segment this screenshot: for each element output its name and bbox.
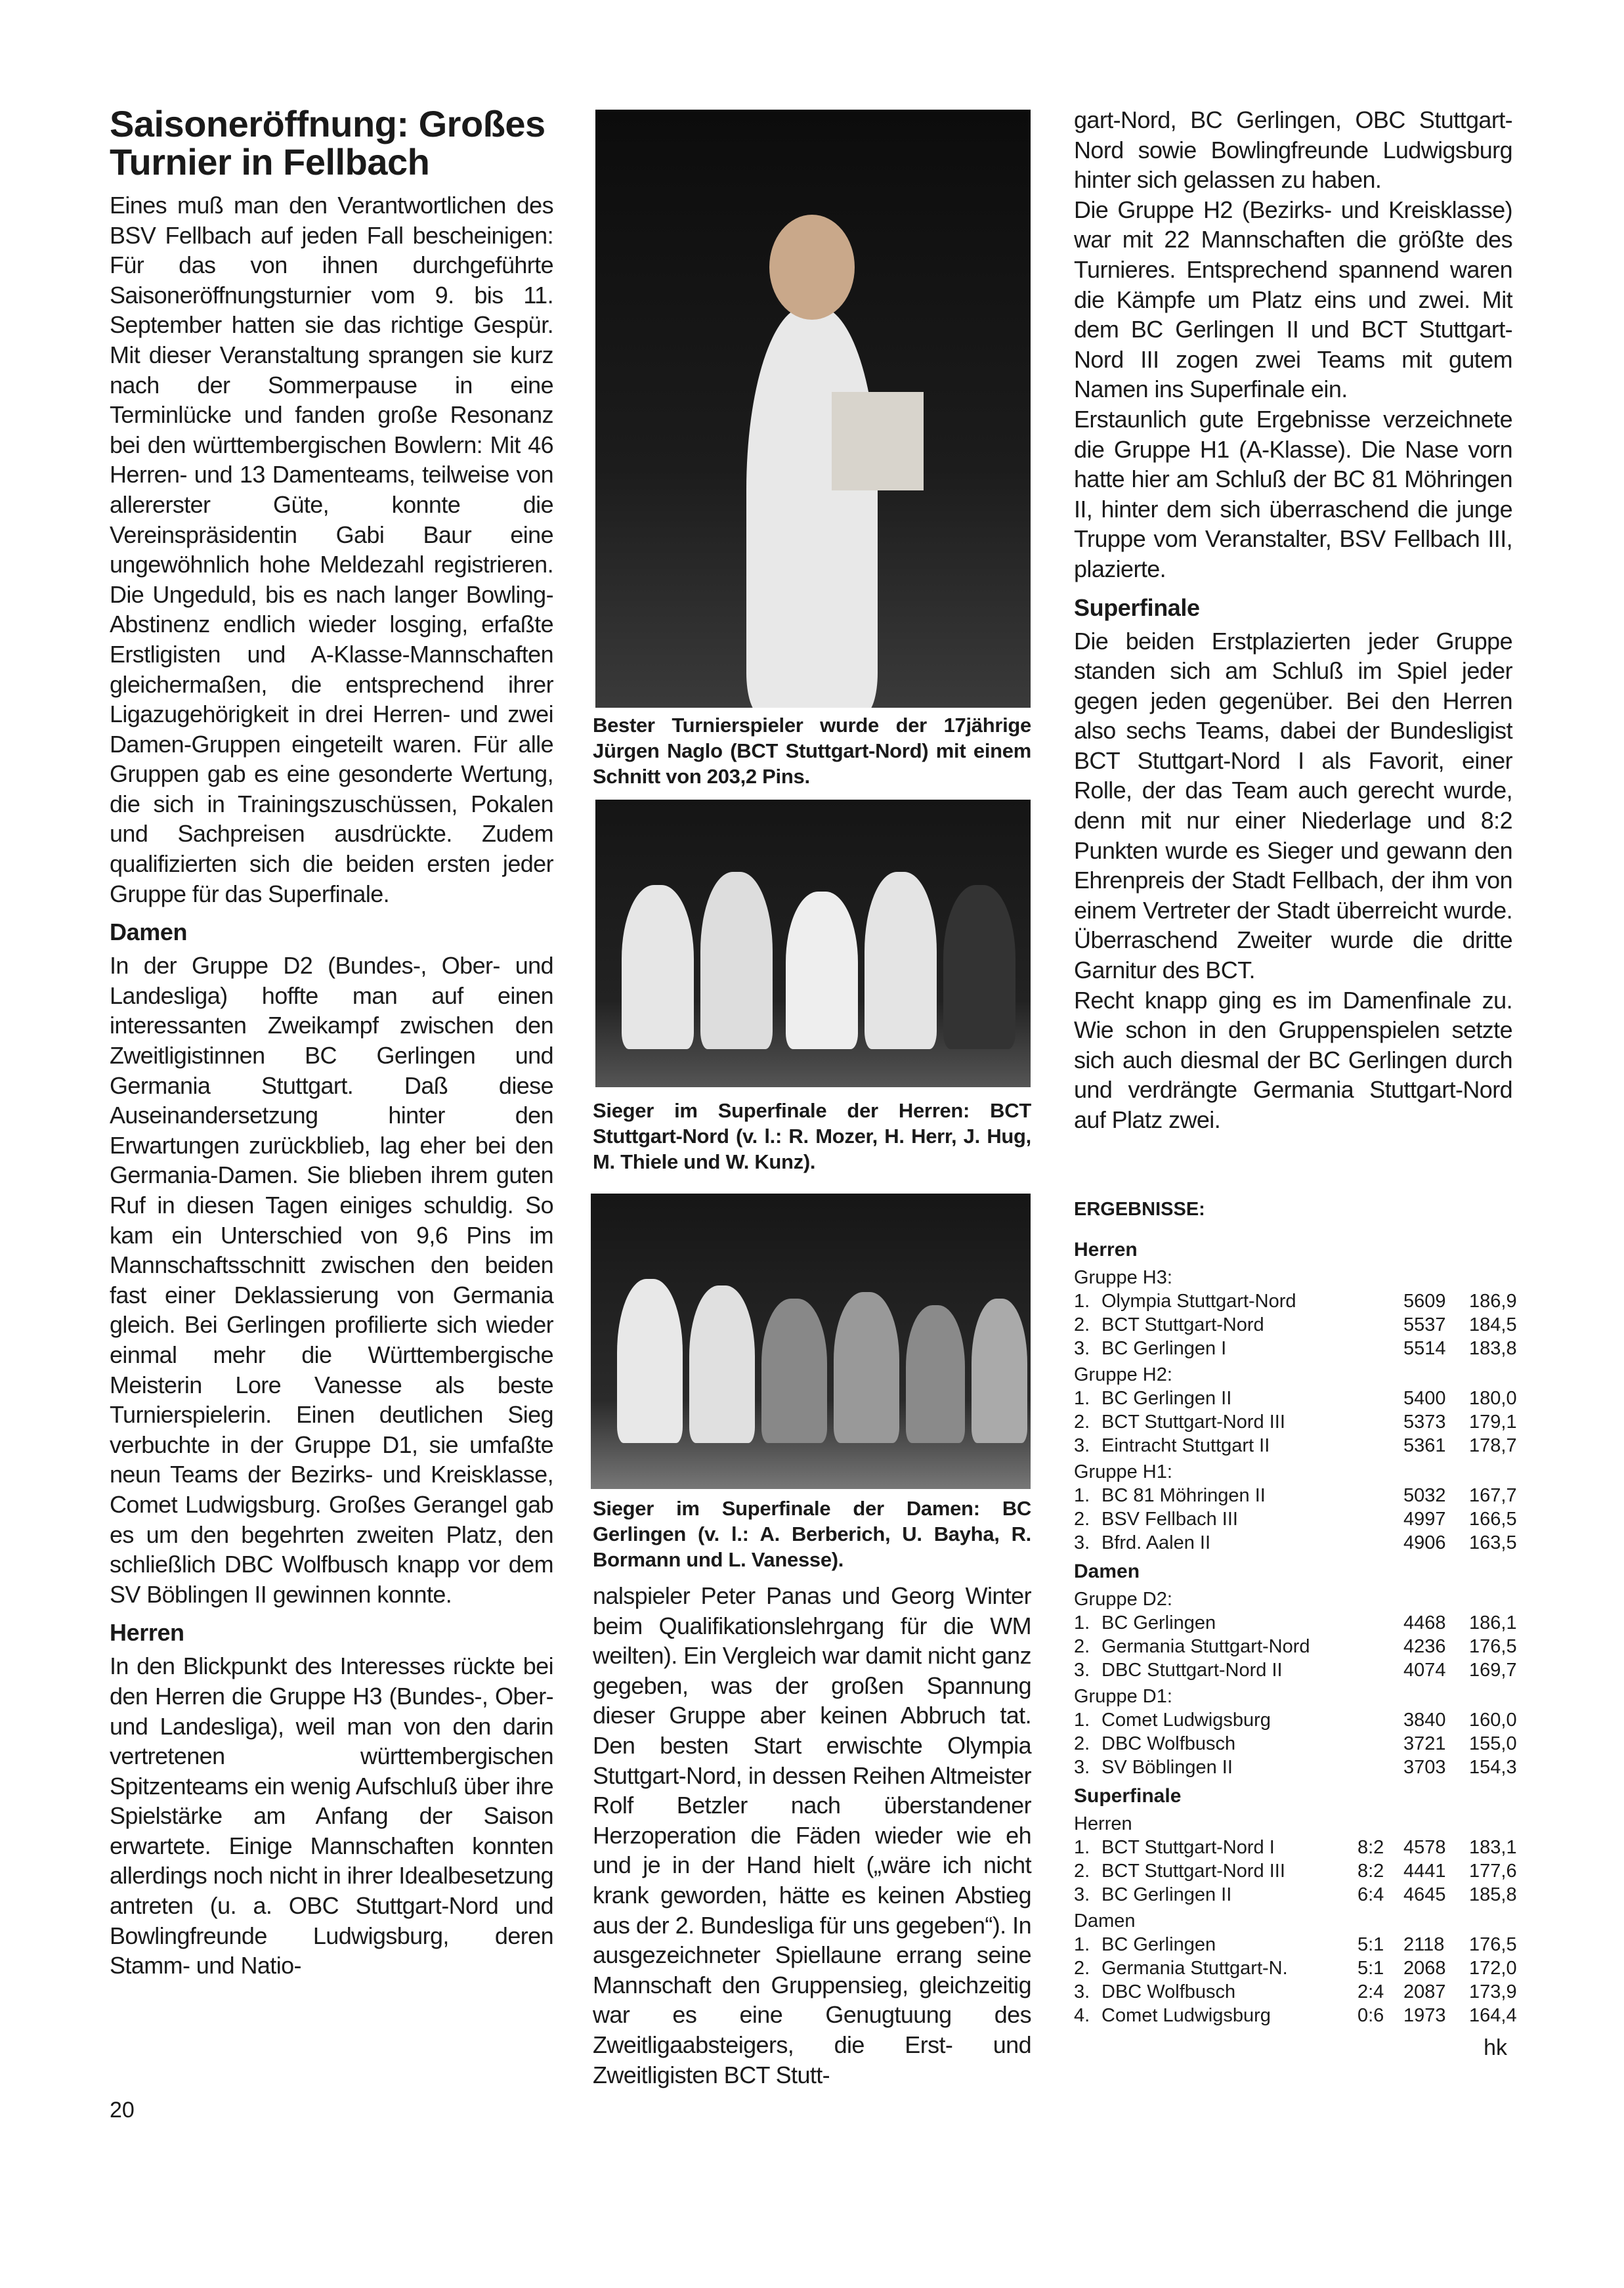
results-pts: 5:1 (1357, 1934, 1384, 1955)
results-avg: 176,5 (1469, 1636, 1517, 1657)
results-pts: 5:1 (1357, 1958, 1384, 1979)
results-pts (1357, 1732, 1403, 1756)
results-pins: 4997 (1403, 1509, 1446, 1530)
results-avg: 173,9 (1469, 1981, 1517, 2002)
results-avg: 186,9 (1469, 1291, 1517, 1312)
results-rank: 2. (1074, 1861, 1090, 1882)
results-group-label: Herren (1074, 1813, 1132, 1834)
results-pts (1357, 1708, 1403, 1732)
results-pins: 4906 (1403, 1532, 1446, 1553)
results-row (1074, 1756, 1520, 1779)
paragraph: In den Blickpunkt des Interesses rückte bei den Herren die Gruppe H3 (Bundes-, Ober- und Landesliga), weil man von den darin vertretenen württembergischen Spitzenteams ein wenig Aufschluß über ihre Spielstärke am Anfang der Saison erwartete. Einige Mannschaften konnten allerdings noch nicht in ihrer Idealbesetzung antreten (u. a. OBC Stuttgart-Nord und Bowlingfreunde Ludwigsburg, deren Stamm- und Natio- (110, 1652, 553, 1979)
results-avg: 164,4 (1469, 2005, 1517, 2026)
results-row (1074, 1732, 1520, 1756)
results-rank: 2. (1074, 1733, 1090, 1754)
results-avg: 178,7 (1469, 1435, 1517, 1456)
results-rank: 1. (1074, 1291, 1090, 1312)
results-row (1074, 1956, 1520, 1980)
results-rank: 1. (1074, 1837, 1090, 1858)
results-pts (1357, 1635, 1403, 1658)
results-box (1074, 1196, 1520, 2064)
paragraph: Erstaunlich gute Ergebnisse verzeichnete die Gruppe H1 (A-Klasse). Die Nase vorn hatte hier am Schluß der BC 81 Möhringen II, hinter dem sich überraschend die junge Truppe vom Veranstalter, BSV Fellbach III, plazierte. (1074, 405, 1512, 582)
photo-juergen-naglo (595, 110, 1031, 708)
person (786, 892, 858, 1049)
results-rank: 3. (1074, 1884, 1090, 1905)
results-avg: 179,1 (1469, 1412, 1517, 1433)
results-avg: 160,0 (1469, 1710, 1517, 1731)
results-pins: 4578 (1403, 1837, 1446, 1858)
results-pts: 8:2 (1357, 1837, 1384, 1858)
results-row (1074, 1708, 1520, 1732)
section-heading: Superfinale (1074, 594, 1200, 621)
results-team: Germania Stuttgart-N. (1101, 1958, 1288, 1979)
results-avg: 176,5 (1469, 1934, 1517, 1955)
results-rank: 2. (1074, 1314, 1090, 1335)
person (689, 1285, 755, 1443)
results-title: ERGEBNISSE: (1074, 1199, 1205, 1220)
results-row (1074, 1289, 1520, 1313)
person (761, 1299, 827, 1443)
results-pins: 4236 (1403, 1636, 1446, 1657)
results-group-label: Gruppe H3: (1074, 1267, 1172, 1288)
results-pins: 5537 (1403, 1314, 1446, 1335)
results-pts (1357, 1313, 1403, 1337)
results-rank: 1. (1074, 1485, 1090, 1506)
results-pins: 5514 (1403, 1338, 1446, 1359)
results-rank: 2. (1074, 1509, 1090, 1530)
results-row (1074, 1859, 1520, 1883)
results-row (1074, 1611, 1520, 1635)
results-pts (1357, 1756, 1403, 1779)
page-number: 20 (110, 2098, 135, 2123)
results-rank: 1. (1074, 1934, 1090, 1955)
person (943, 885, 1015, 1049)
results-rank: 2. (1074, 1412, 1090, 1433)
results-team: BCT Stuttgart-Nord III (1101, 1412, 1285, 1433)
results-team: BCT Stuttgart-Nord (1101, 1314, 1264, 1335)
results-rank: 1. (1074, 1710, 1090, 1731)
results-avg: 185,8 (1469, 1884, 1517, 1905)
person (906, 1305, 965, 1443)
results-rank: 3. (1074, 1660, 1090, 1681)
results-avg: 177,6 (1469, 1861, 1517, 1882)
paragraph: Recht knapp ging es im Damenfinale zu. Wie schon in den Gruppenspielen setzte sich auch diesmal der BC Gerlingen durch und verdrängte Germania Stuttgart-Nord auf Platz zwei. (1074, 986, 1512, 1133)
results-row (1074, 1387, 1520, 1410)
results-rank: 3. (1074, 1435, 1090, 1456)
results-group-label: Gruppe H2: (1074, 1364, 1172, 1385)
results-group-label: Gruppe D1: (1074, 1686, 1172, 1707)
results-team: Germania Stuttgart-Nord (1101, 1636, 1310, 1657)
results-avg: 183,1 (1469, 1837, 1517, 1858)
results-team: BC Gerlingen (1101, 1612, 1216, 1633)
article-column-1 (110, 105, 553, 1981)
results-rank: 4. (1074, 2005, 1090, 2026)
results-rank: 3. (1074, 1981, 1090, 2002)
results-avg: 184,5 (1469, 1314, 1517, 1335)
results-pts: 6:4 (1357, 1884, 1384, 1905)
author-initials: hk (1484, 2035, 1507, 2060)
paragraph: Eines muß man den Verantwortlichen des BSV Fellbach auf jeden Fall bescheinigen: Für das von ihnen durchgeführte Saisoneröffnungsturnier vom 9. bis 11. September hatten sie das richtige Gespür. Mit dieser Veranstaltung sprangen sie kurz nach der Sommerpause in eine Terminlücke und fanden große Resonanz bei den württembergischen Bowlern: Mit 46 Herren- und 13 Damenteams, teilweise von allererster Güte, konnte die Vereinspräsidentin Gabi Baur eine ungewöhnlich hohe Meldezahl registrieren. Die Ungeduld, bis es nach langer Bowling-Abstinenz endlich wieder losging, erfaßte Erstligisten und A-Klasse-Mannschaften gleichermaßen, die entsprechend ihrer Ligazugehörigkeit in drei Herren- und zwei Damen-Gruppen eingeteilt waren. Für alle Gruppen gab es eine gesonderte Wertung, die sich in Trainingszuschüssen, Pokalen und Sachpreisen ausdrückte. Zudem qualifizierten sich die beiden ersten jeder Gruppe für das Superfinale. (110, 192, 553, 907)
results-row (1074, 1507, 1520, 1531)
photo-herren-winners (595, 800, 1031, 1087)
section-heading: Herren (110, 1619, 184, 1647)
results-pts (1357, 1658, 1403, 1682)
results-avg: 183,8 (1469, 1338, 1517, 1359)
paragraph: Die Gruppe H2 (Bezirks- und Kreisklasse) war mit 22 Mannschaften die größte des Turnieres. Entsprechend spannend waren die Kämpfe um Platz eins und zwei. Mit dem BC Gerlingen II und BCT Stuttgart-Nord III zogen zwei Teams mit gutem Namen ins Superfinale ein. (1074, 196, 1512, 403)
paragraph: In der Gruppe D2 (Bundes-, Ober- und Landesliga) hoffte man auf einen interessanten Zweikampf zwischen den Zweitligistinnen BC Gerlingen und Germania Stuttgart. Daß diese Auseinandersetzung hinter den Erwartungen zurückblieb, lag eher bei den Germania-Damen. Sie blieben ihrem guten Ruf in diesen Tagen einiges schuldig. So kam ein Unterschied von 9,6 Pins im Mannschaftsschnitt zwischen den beiden fast einer Deklassierung von Germania gleich. Bei Gerlingen profilierte sich wieder einmal mehr die Württembergische Meisterin Lore Vanesse als beste Turnierspielerin. Einen deutlichen Sieg verbuchte in der Gruppe D1, sie umfaßte neun Teams der Bezirks- und Kreisklasse, Comet Ludwigsburg. Großes Gerangel gab es um den begehrten zweiten Platz, den schließlich DBC Wolfbusch knapp vor dem SV Böblingen II gewinnen konnte. (110, 952, 553, 1608)
results-team: DBC Wolfbusch (1101, 1733, 1236, 1754)
results-pts (1357, 1387, 1403, 1410)
results-pts: 8:2 (1357, 1861, 1384, 1882)
results-row (1074, 1883, 1520, 1907)
results-pins: 3840 (1403, 1710, 1446, 1731)
results-rank: 1. (1074, 1612, 1090, 1633)
results-rank: 3. (1074, 1532, 1090, 1553)
results-team: BC Gerlingen I (1101, 1338, 1227, 1359)
results-row (1074, 1313, 1520, 1337)
photo2-caption: Sieger im Superfinale der Herren: BCT Stuttgart-Nord (v. l.: R. Mozer, H. Herr, J. Hug, M. Thiele und W. Kunz). (593, 1099, 1031, 1173)
paragraph: nalspieler Peter Panas und Georg Winter beim Qualifikationslehrgang für die WM weilten). Ein Vergleich war damit nicht ganz gegeben, was der großen Spannung dieser Gruppe aber keinen Abbruch tat. Den besten Start erwischte Olympia Stuttgart-Nord, in dessen Reihen Altmeister Rolf Betzler nach überstandener Herzoperation die Fäden wieder wie eh und je in der Hand hielt („wäre ich nicht krank geworden, hätte es keinen Abstieg aus der 2. Bundesliga für uns gegeben“). In ausgezeichneter Spiellaune errang seine Mannschaft den Gruppensieg, gleichzeitig war es eine Genugtuung des Zweitligaabsteigers, die Erst- und Zweitligisten BCT Stutt- (593, 1582, 1031, 2088)
results-team: DBC Stuttgart-Nord II (1101, 1660, 1283, 1681)
results-avg: 167,7 (1469, 1485, 1517, 1506)
results-pts (1357, 1507, 1403, 1531)
results-pts (1357, 1531, 1403, 1555)
trophy-box (832, 392, 924, 490)
photo-damen-winners (591, 1194, 1031, 1489)
results-row (1074, 1337, 1520, 1360)
results-team: BCT Stuttgart-Nord I (1101, 1837, 1275, 1858)
person (834, 1292, 899, 1443)
results-pins: 2068 (1403, 1958, 1446, 1979)
section-heading: Damen (110, 918, 188, 946)
results-avg: 154,3 (1469, 1757, 1517, 1778)
photo1-caption: Bester Turnierspieler wurde der 17jährige Jürgen Naglo (BCT Stuttgart-Nord) mit einem Schnitt von 203,2 Pins. (593, 714, 1031, 788)
results-pins: 3721 (1403, 1733, 1446, 1754)
results-pts (1357, 1337, 1403, 1360)
results-team: Comet Ludwigsburg (1101, 2005, 1271, 2026)
results-section-heading: Superfinale (1074, 1785, 1182, 1807)
paragraph: Die beiden Erstplazierten jeder Gruppe standen sich am Schluß im Spiel jeder gegen jeden gegenüber. Bei den Herren also sechs Teams, dabei der Bundesligist BCT Stuttgart-Nord I als Favorit, einer Rolle, der das Team auch gerecht wurde, denn mit nur einer Niederlage und 8:2 Punkten wurde es Sieger und gewann den Ehrenpreis der Stadt Fellbach, der ihm von einem Vertreter der Stadt überreicht wurde. Überraschend Zweiter wurde die dritte Garnitur des BCT. (1074, 627, 1512, 984)
results-row (1074, 1933, 1520, 1956)
results-pins: 5373 (1403, 1412, 1446, 1433)
results-pts: 2:4 (1357, 1981, 1384, 2002)
results-avg: 155,0 (1469, 1733, 1517, 1754)
results-row (1074, 1531, 1520, 1555)
results-avg: 163,5 (1469, 1532, 1517, 1553)
results-pins: 3703 (1403, 1757, 1446, 1778)
results-team: BCT Stuttgart-Nord III (1101, 1861, 1285, 1882)
photo3-caption: Sieger im Superfinale der Damen: BC Gerlingen (v. l.: A. Berberich, U. Bayha, R. Bormann und L. Vanesse). (593, 1497, 1031, 1571)
results-team: DBC Wolfbusch (1101, 1981, 1236, 2002)
results-section-heading: Damen (1074, 1561, 1140, 1582)
results-avg: 166,5 (1469, 1509, 1517, 1530)
results-team: BC Gerlingen (1101, 1934, 1216, 1955)
results-team: BC Gerlingen II (1101, 1388, 1232, 1409)
results-pts (1357, 1484, 1403, 1507)
person (865, 872, 937, 1049)
results-row (1074, 1980, 1520, 2004)
results-team: BC 81 Möhringen II (1101, 1485, 1266, 1506)
results-row (1074, 1484, 1520, 1507)
results-pts (1357, 1611, 1403, 1635)
person (622, 885, 694, 1049)
results-rank: 2. (1074, 1636, 1090, 1657)
results-pins: 4074 (1403, 1660, 1446, 1681)
results-avg: 180,0 (1469, 1388, 1517, 1409)
results-pins: 2118 (1403, 1934, 1445, 1955)
results-team: BC Gerlingen II (1101, 1884, 1232, 1905)
results-avg: 186,1 (1469, 1612, 1517, 1633)
results-rank: 3. (1074, 1757, 1090, 1778)
results-pins: 4441 (1403, 1861, 1446, 1882)
results-row (1074, 1658, 1520, 1682)
person (617, 1279, 683, 1443)
person (972, 1299, 1027, 1443)
results-pins: 1973 (1403, 2005, 1446, 2026)
results-pins: 4645 (1403, 1884, 1446, 1905)
results-section-heading: Herren (1074, 1239, 1138, 1261)
results-pins: 5032 (1403, 1485, 1446, 1506)
results-team: Bfrd. Aalen II (1101, 1532, 1211, 1553)
article-title: Saisoneröffnung: Großes Turnier in Fellbach (110, 103, 545, 183)
results-group-label: Gruppe D2: (1074, 1589, 1172, 1610)
results-pins: 2087 (1403, 1981, 1446, 2002)
results-pins: 5609 (1403, 1291, 1446, 1312)
results-avg: 169,7 (1469, 1660, 1517, 1681)
article-column-3 (1074, 105, 1512, 1135)
results-avg: 172,0 (1469, 1958, 1517, 1979)
results-row (1074, 1434, 1520, 1457)
person (700, 872, 773, 1049)
results-team: BSV Fellbach III (1101, 1509, 1238, 1530)
results-pins: 5400 (1403, 1388, 1446, 1409)
results-pins: 4468 (1403, 1612, 1446, 1633)
column-1-body (110, 190, 553, 1981)
results-team: Comet Ludwigsburg (1101, 1710, 1271, 1731)
results-rank: 1. (1074, 1388, 1090, 1409)
results-rank: 3. (1074, 1338, 1090, 1359)
results-group-label: Gruppe H1: (1074, 1461, 1172, 1482)
results-body (1074, 1237, 1520, 2027)
player-head (769, 215, 855, 320)
results-pts (1357, 1434, 1403, 1457)
results-pts (1357, 1410, 1403, 1434)
article-column-2 (593, 1581, 1031, 2090)
results-rank: 2. (1074, 1958, 1090, 1979)
results-row (1074, 1410, 1520, 1434)
results-pins: 5361 (1403, 1435, 1446, 1456)
paragraph: gart-Nord, BC Gerlingen, OBC Stuttgart-Nord sowie Bowlingfreunde Ludwigsburg hinter sich gelassen zu haben. (1074, 106, 1512, 194)
results-team: Eintracht Stuttgart II (1101, 1435, 1270, 1456)
player-figure (746, 307, 878, 708)
results-pts: 0:6 (1357, 2005, 1384, 2026)
results-group-label: Damen (1074, 1910, 1136, 1932)
results-row (1074, 1635, 1520, 1658)
results-row (1074, 1836, 1520, 1859)
results-row (1074, 2004, 1520, 2027)
results-team: SV Böblingen II (1101, 1757, 1233, 1778)
results-pts (1357, 1289, 1403, 1313)
results-team: Olympia Stuttgart-Nord (1101, 1291, 1296, 1312)
